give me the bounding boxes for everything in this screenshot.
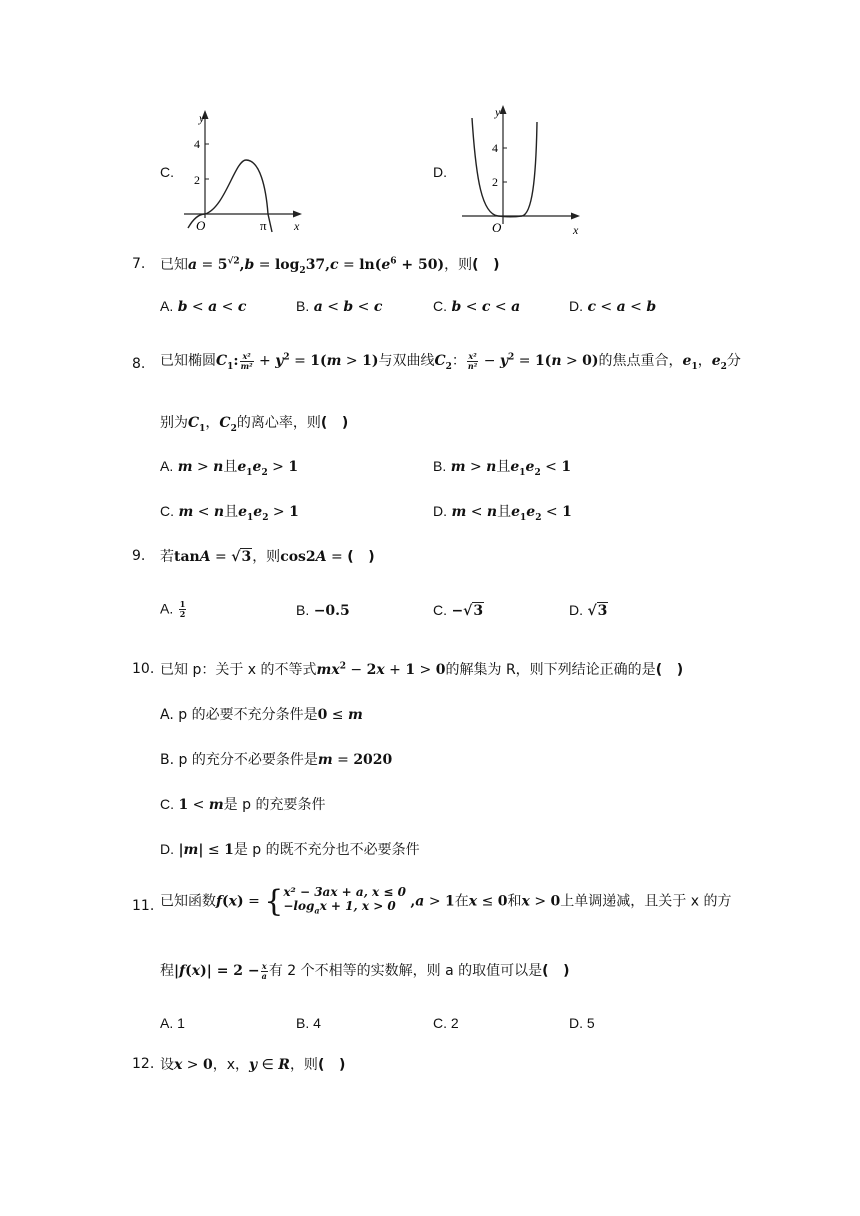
q7-option-d[interactable]: D. c < a < b bbox=[569, 298, 657, 315]
q11-option-a[interactable]: A. 1 bbox=[160, 1015, 185, 1031]
q8-number: 8. bbox=[132, 356, 146, 372]
q11-option-c[interactable]: C. 2 bbox=[433, 1015, 459, 1031]
graph-d-y-label: y bbox=[495, 105, 501, 119]
q11-stem-line2: 程|f(x)| = 2 − $\frac{x}{a}$ 有 2 个不相等的实数解，则 a 的取值可以是( ) bbox=[160, 960, 570, 981]
q10-option-c[interactable]: C. 1 < m是 p 的充要条件 bbox=[160, 796, 326, 813]
q10-stem: 已知 p：关于 x 的不等式$mx^2 - 2x + 1 > 0$的解集为 R，则下列结论正确的是( ) bbox=[160, 661, 684, 678]
q8-option-b[interactable]: B. m > n且$e_1e_2 < 1$ bbox=[433, 458, 572, 478]
q8-option-c[interactable]: C. m < n且$e_1e_2 > 1$ bbox=[160, 503, 299, 523]
q8-option-a[interactable]: A. m > n且$e_1e_2 > 1$ bbox=[160, 458, 299, 478]
q8-stem-line2: 别为$C_1$，$C_2$的离心率，则( ) bbox=[160, 415, 349, 434]
graph-d-x-label: x bbox=[573, 223, 579, 237]
q10-option-b[interactable]: B. p 的充分不必要条件是m = 2020 bbox=[160, 752, 393, 768]
q12-number: 12. bbox=[132, 1056, 155, 1072]
graph-d-tick-4: 4 bbox=[492, 141, 498, 155]
q9-stem: 若tanA = √3，则cos2A = ( ) bbox=[160, 549, 375, 565]
q9-number: 9. bbox=[132, 548, 146, 564]
graph-c-tick-pi: π bbox=[260, 218, 267, 233]
graph-c-y-label: y bbox=[199, 111, 205, 125]
q11-number: 11. bbox=[132, 898, 155, 914]
q12-stem: 设x > 0，x，y ∈ R，则( ) bbox=[160, 1057, 346, 1073]
graph-d-origin: O bbox=[492, 220, 502, 235]
q9-option-d[interactable]: D. √3 bbox=[569, 602, 608, 619]
graph-c-x-label: x bbox=[294, 219, 300, 233]
q7-number: 7. bbox=[132, 256, 146, 272]
q7-option-a[interactable]: A. b < a < c bbox=[160, 298, 247, 315]
graph-c-tick-2: 2 bbox=[194, 173, 200, 187]
graph-c-tick-4: 4 bbox=[194, 137, 200, 151]
q11-option-b[interactable]: B. 4 bbox=[296, 1015, 321, 1031]
graph-d-quartic-plot bbox=[458, 100, 588, 240]
graph-c-sine-plot bbox=[180, 108, 310, 236]
graph-d-label: D. bbox=[433, 164, 447, 180]
graph-c-label: C. bbox=[160, 164, 174, 180]
q9-option-b[interactable]: B. −0.5 bbox=[296, 602, 350, 619]
q10-option-d[interactable]: D. |m| ≤ 1是 p 的既不充分也不必要条件 bbox=[160, 841, 420, 858]
graph-d-tick-2: 2 bbox=[492, 175, 498, 189]
q7-stem: 已知$a = 5^{√2},b = \log_237,c = \ln(e^6 + 50)$，则( ) bbox=[160, 256, 500, 276]
q8-option-d[interactable]: D. m < n且$e_1e_2 < 1$ bbox=[433, 503, 572, 523]
q7-option-c[interactable]: C. b < c < a bbox=[433, 298, 521, 315]
q9-option-c[interactable]: C. −√3 bbox=[433, 602, 484, 619]
q9-option-a[interactable]: A. $\frac{1}{2}$ bbox=[160, 599, 186, 619]
q11-stem-line1: 已知函数f(x) = { x² − 3ax + a, x ≤ 0 $-\log_ax + 1$, x > 0 ,a > 1在x ≤ 0和x > 0上单调递减，且关于 x 的方 bbox=[160, 884, 732, 919]
q8-stem-line1: 已知椭圆$C_1$: $\frac{\text{x²}}{\text{m²}}$ + $y^2 = 1(m > 1)$与双曲线$C_2$： $\frac{\text{x²}}{\text{n²}}$ − $y^2 = 1(n > 0)$的焦点重合，$e_1$，$e_2$分 bbox=[160, 350, 741, 372]
graph-c-origin: O bbox=[196, 218, 206, 233]
q10-number: 10. bbox=[132, 661, 155, 677]
q7-option-b[interactable]: B. a < b < c bbox=[296, 298, 383, 315]
q11-option-d[interactable]: D. 5 bbox=[569, 1015, 595, 1031]
q10-option-a[interactable]: A. p 的必要不充分条件是0 ≤ m bbox=[160, 707, 363, 723]
